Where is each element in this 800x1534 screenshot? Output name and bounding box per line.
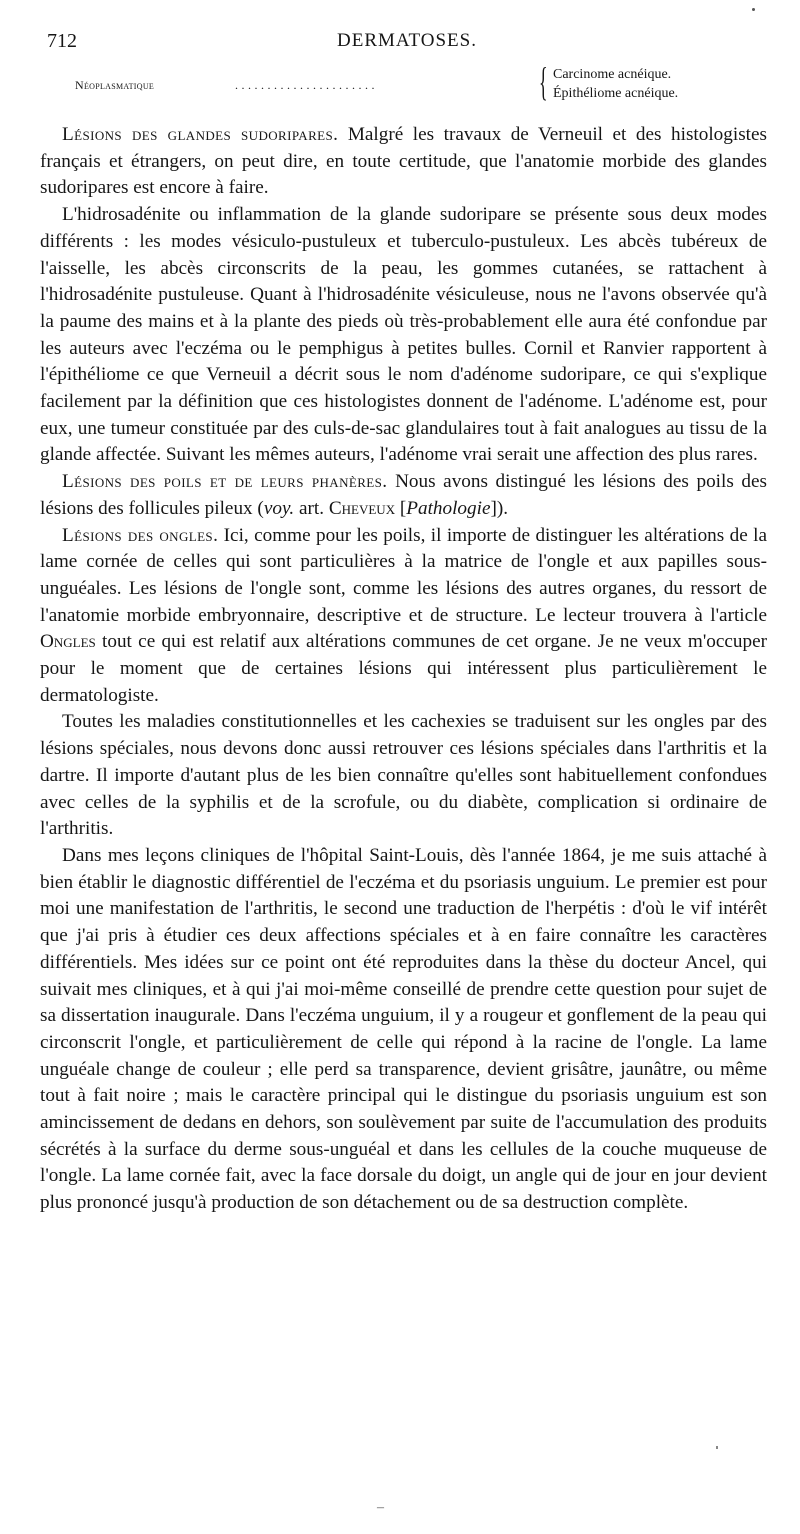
paragraph-nails	[40, 523, 767, 710]
classification-item: Carcinome acnéique.	[553, 67, 672, 82]
paragraph-hair	[40, 469, 767, 522]
classification-block	[47, 59, 767, 108]
paragraph-text: ]).	[490, 497, 509, 519]
paragraph-text: art.	[294, 497, 329, 519]
paragraph-text: tout ce qui est relatif aux altérations communes de cet organe. Je ne veux m'occuper pour le moment que de certaines lésions qui intéressent plus particulièrement le dermatologiste.	[40, 631, 767, 706]
body-text	[40, 122, 767, 1217]
brace-icon: {	[539, 59, 548, 104]
paragraph-text: L'hidrosadénite ou inflammation de la glande sudoripare se présente sous deux modes différents : les modes vésiculo-pustuleux et tuberculo-pustuleux. Les abcès tubéreux de l'aisselle, les abcès circonscrits de la peau, les gommes cutanées, se rattachent à l'hidrosadénite pustuleuse. Quant à l'hidrosadénite vésiculeuse, nous ne l'avons observée qu'à la paume des mains et à la plante des pieds où très-probablement elle aura été confondue par les auteurs avec l'eczéma ou le pemphigus à petites bulles. Cornil et Ranvier rapportent à l'épithéliome ce que Verneuil a décrit sous le nom d'adénome sudoripare, ce qui s'explique facilement par la définition que ces histologistes donnent de l'adénome. L'adénome est, pour eux, une tumeur constituée par des culs-de-sac glandulaires tout à fait analogues au tissu de la glande affectée. Suivant les mêmes auteurs, l'adénome vrai serait une affection des plus rares.	[40, 204, 767, 466]
section-heading: Lésions des glandes sudoripares.	[62, 124, 339, 145]
paragraph-text: Ici, comme pour les poils, il importe de distinguer les altérations de la lame cornée de celles qui sont particulières à la matrice de l'ongle et aux papilles sous-unguéales. Les lésions de l'ongle sont, comme les lésions des autres organes, du ressort de l'anatomie morbide embryonnaire, descriptive et de structure. Le lecteur trouvera à l'article	[40, 524, 767, 626]
classification-item: Épithéliome acnéique.	[553, 86, 679, 101]
page-header	[47, 30, 767, 60]
section-heading: Lésions des ongles.	[62, 524, 219, 546]
footer-mark: –	[377, 1500, 384, 1515]
cross-reference-sub: Pathologie	[406, 497, 491, 519]
paragraph-text: Dans mes leçons cliniques de l'hôpital Saint-Louis, dès l'année 1864, je me suis attaché à bien établir le diagnostic différentiel de l'eczéma et du psoriasis unguium. Le premier est pour moi une manifestation de l'arthritis, le second une traduction de l'herpétis : d'où le vif intérêt que j'ai pris à étudier ces deux affections spéciales et à en faire connaître les caractères différentiels. Mes idées sur ce point ont été reproduites dans la thèse du docteur Ancel, qui suivait mes cliniques, et à qui j'ai moi-même conseillé de prendre cette question pour sujet de sa dissertation inaugurale. Dans l'eczéma unguium, il y a rougeur et gonflement de la peau qui circonscrit l'ongle, et particulièrement de celle qui répond à la racine de l'ongle. La lame unguéale change de couleur ; elle perd sa transparence, devient grisâtre, jaunâtre, ou même tout à fait noire ; mais le caractère principal qui le distingue du psoriasis unguium est son amincissement de dedans en dehors, son soulèvement par suite de l'accumulation des produits sécrétés à la surface du derme sous-unguéal et dans les cellules de la couche muqueuse de l'ongle. La lame cornée fait, avec la face dorsale du doigt, un angle qui de jour en jour devient plus prononcé jusqu'à production de son détachement ou de sa destruction complète.	[40, 844, 767, 1214]
cross-reference: Cheveux	[328, 497, 396, 519]
paragraph-text: Nous avons distingué les lésions des poils des lésions des follicules pileux (	[40, 471, 767, 519]
running-title: DERMATOSES.	[337, 30, 477, 51]
paragraph-sweat-glands	[40, 122, 767, 202]
dot-leader: ......................	[235, 78, 378, 92]
paragraph-text: Toutes les maladies constitutionnelles et les cachexies se traduisent sur les ongles par des lésions spéciales, nous devons donc aussi retrouver ces lésions spéciales dans l'arthritis et la dartre. Il importe d'autant plus de les bien connaître qu'elles sont habituellement confondues avec celles de la syphilis et de la scrofule, ou du diabète, complication si ordinaire de l'arthritis.	[40, 711, 767, 840]
cross-reference: Ongles	[40, 631, 96, 653]
page-number: 712	[47, 30, 77, 52]
classification-items	[553, 65, 678, 103]
paragraph-clinical-lessons	[40, 843, 767, 1217]
ink-speck	[752, 8, 755, 11]
section-heading: Lésions des poils et de leurs phanères.	[62, 471, 388, 493]
ink-speck	[716, 1446, 718, 1449]
paragraph-text: Malgré les travaux de Verneuil et des histologistes français et étrangers, on peut dire, en toute certitude, que l'anatomie morbide des glandes sudoripares est encore à faire.	[40, 124, 767, 199]
voy-abbrev: voy.	[263, 497, 295, 519]
paragraph-text: [	[395, 497, 407, 519]
paragraph-hidrosadenite	[40, 202, 767, 469]
paragraph-constitutional	[40, 709, 767, 843]
classification-label: Néoplasmatique	[75, 78, 155, 92]
